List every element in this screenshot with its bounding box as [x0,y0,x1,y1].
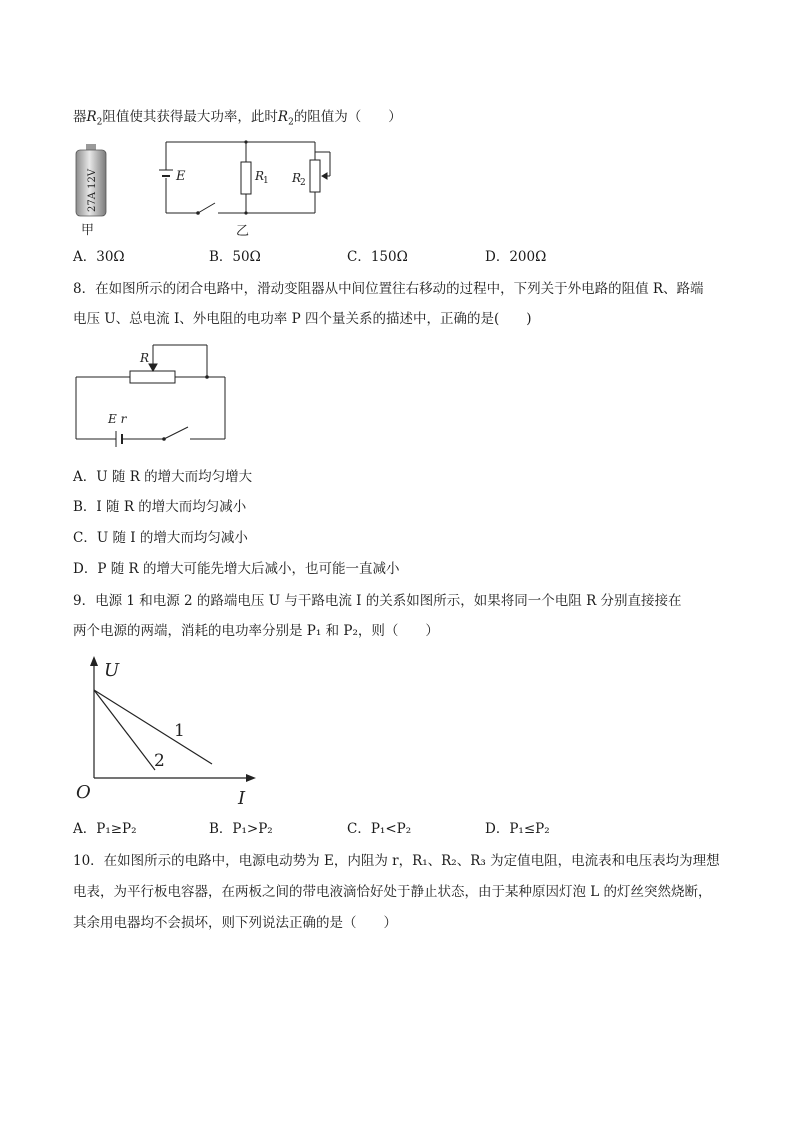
junction-bottom [244,211,247,214]
q8-option-b[interactable]: B．I 随 R 的增大而均匀减小 [73,499,247,515]
q7-stem-continuation: 器$R_2$阻值使其获得最大功率，此时$R_2$的阻值为（ ） [73,109,402,128]
r1-resistor [241,162,251,194]
q8-switch-pivot [162,437,166,441]
source-label: E r [108,412,127,426]
r1-subscript: 1 [263,176,269,186]
switch-pivot [196,211,200,215]
q7-option-a[interactable]: A．30Ω [73,249,125,265]
q7-option-c[interactable]: C．150Ω [347,249,408,265]
i-axis-label: I [238,788,246,809]
line-2 [94,690,155,770]
q8-option-a[interactable]: A．U 随 R 的增大而均匀增大 [73,469,253,485]
r2-rheostat [310,160,320,192]
q8-stem-line1: 8．在如图所示的闭合电路中，滑动变阻器从中间位置往右移动的过程中，下列关于外电路的阻值 R、路端 [73,281,704,297]
q8-junction [205,375,209,379]
q9-option-d[interactable]: D．P₁≤P₂ [485,821,550,837]
fig1-caption: 甲 [81,223,95,238]
q9-stem-line1: 9．电源 1 和电源 2 的路端电压 U 与干路电流 I 的关系如图所示，如果将同一个电阻 R 分别直接接在 [73,593,682,609]
fig2-caption: 乙 [236,224,250,239]
q9-stem-line2: 两个电源的两端，消耗的电功率分别是 P₁ 和 P₂，则（ ） [73,623,439,639]
r2-label: R [292,171,302,185]
junction-top [244,140,247,143]
u-axis-label: U [104,660,120,681]
r2-subscript: 2 [300,178,306,188]
q8-switch-blade [164,427,188,439]
line-1-label: 1 [174,721,185,741]
rheostat-slider-arrow [149,364,157,371]
q8-option-c[interactable]: C．U 随 I 的增大而均匀减小 [73,530,248,546]
q10-stem-line3: 其余用电器均不会损坏，则下列说法正确的是（ ） [73,915,397,931]
q7-option-d[interactable]: D．200Ω [485,249,547,265]
battery-label: 27A 12V [87,168,98,212]
rheostat-label: R [140,351,150,365]
q8-option-d[interactable]: D．P 随 R 的增大可能先增大后减小，也可能一直减小 [73,561,400,577]
q7-battery-figure [70,140,110,240]
q10-stem-line2: 电表，为平行板电容器，在两板之间的带电液滴恰好处于静止状态，由于某种原因灯泡 L 的灯丝突然烧断， [73,884,712,900]
q9-ui-graph [70,652,270,812]
switch-blade [198,203,215,213]
q7-option-b[interactable]: B．50Ω [209,249,261,265]
u-axis-arrow [90,656,98,666]
r1-label: R [255,169,265,183]
q9-option-b[interactable]: B．P₁>P₂ [209,821,273,837]
r2-slider-arrow [322,173,327,179]
q8-stem-line2: 电压 U、总电流 I、外电阻的电功率 P 四个量关系的描述中，正确的是( ) [73,311,532,327]
emf-label: E [176,169,186,184]
origin-label: O [76,782,91,803]
line-1 [94,690,212,764]
q8-circuit-figure [70,340,240,450]
rheostat-body [130,371,175,383]
i-axis-arrow [246,774,256,782]
q10-stem-line1: 10．在如图所示的电路中，电源电动势为 E，内阻为 r，R₁、R₂、R₃ 为定值电阻，电流表和电压表均为理想 [73,853,720,869]
q9-option-a[interactable]: A．P₁≥P₂ [73,821,137,837]
line-2-label: 2 [154,751,165,771]
q9-option-c[interactable]: C．P₁<P₂ [347,821,412,837]
q7-circuit-figure [150,140,350,240]
